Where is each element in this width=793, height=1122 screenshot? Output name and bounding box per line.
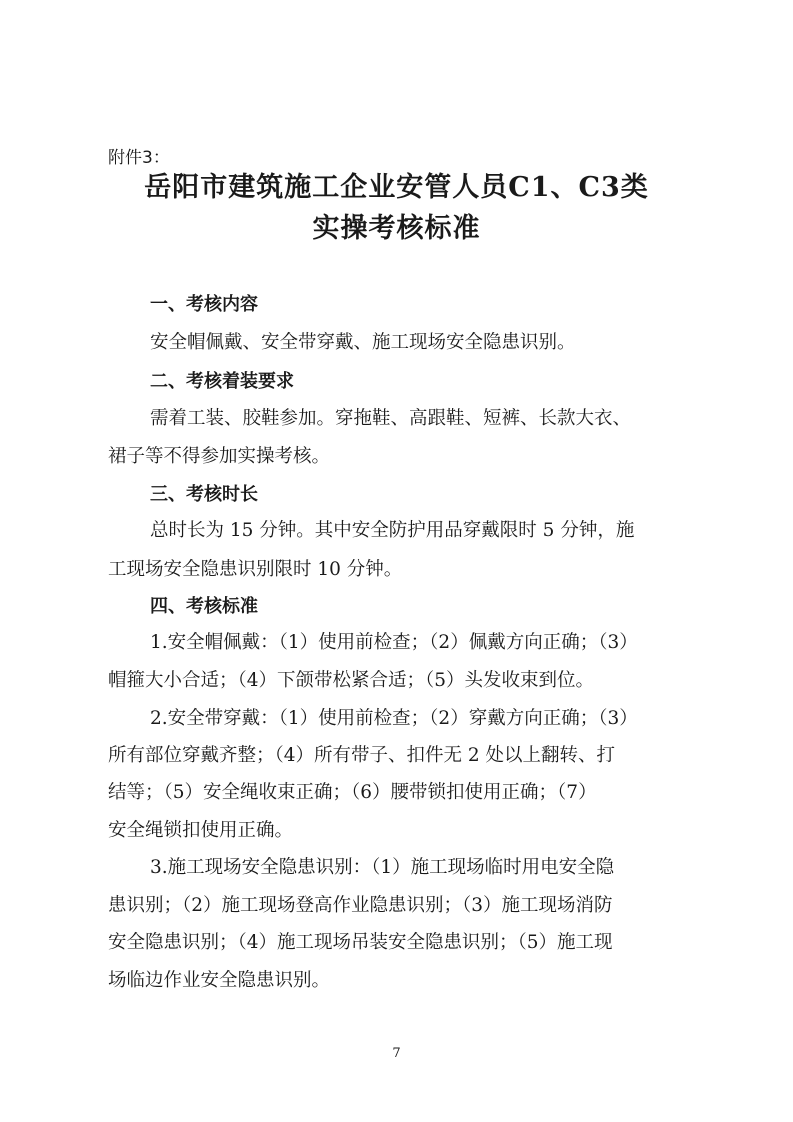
section-2-heading: 二、考核着装要求 [150, 371, 294, 392]
item-3-line4: 场临边作业安全隐患识别。 [108, 970, 331, 991]
item-2-line3: 结等；（5）安全绳收束正确；（6）腰带锁扣使用正确；（7） [108, 782, 597, 803]
item-3-line1: 3.施工现场安全隐患识别：（1）施工现场临时用电安全隐 [150, 857, 615, 878]
item-2-line4: 安全绳锁扣使用正确。 [108, 820, 294, 841]
section-3-heading: 三、考核时长 [150, 484, 258, 505]
section-2-text-line1: 需着工装、胶鞋参加。穿拖鞋、高跟鞋、短裤、长款大衣、 [150, 408, 632, 429]
item-1-line2: 帽箍大小合适；（4）下颌带松紧合适；（5）头发收束到位。 [108, 670, 595, 691]
item-3-line3: 安全隐患识别；（4）施工现场吊装安全隐患识别；（5）施工现 [108, 932, 613, 953]
section-4-heading: 四、考核标准 [150, 596, 258, 617]
item-3-line2: 患识别；（2）施工现场登高作业隐患识别；（3）施工现场消防 [108, 895, 613, 916]
annex-label: 附件3： [108, 148, 170, 168]
document-title-line2: 实操考核标准 [312, 213, 481, 244]
item-2-line2: 所有部位穿戴齐整；（4）所有带子、扣件无 2 处以上翻转、打 [108, 745, 616, 766]
page-number: 7 [392, 1046, 401, 1061]
item-2-line1: 2.安全带穿戴：（1）使用前检查；（2）穿戴方向正确；（3） [150, 708, 638, 729]
section-3-text-line1: 总时长为 15 分钟。其中安全防护用品穿戴限时 5 分钟，施 [150, 520, 635, 541]
item-1-line1: 1.安全帽佩戴：（1）使用前检查；（2）佩戴方向正确；（3） [150, 632, 638, 653]
section-1-text: 安全帽佩戴、安全带穿戴、施工现场安全隐患识别。 [150, 332, 576, 353]
section-3-text-line2: 工现场安全隐患识别限时 10 分钟。 [108, 559, 403, 580]
section-1-heading: 一、考核内容 [150, 294, 258, 315]
document-title-line1: 岳阳市建筑施工企业安管人员C1、C3类 [144, 172, 649, 203]
section-2-text-line2: 裙子等不得参加实操考核。 [108, 446, 331, 467]
